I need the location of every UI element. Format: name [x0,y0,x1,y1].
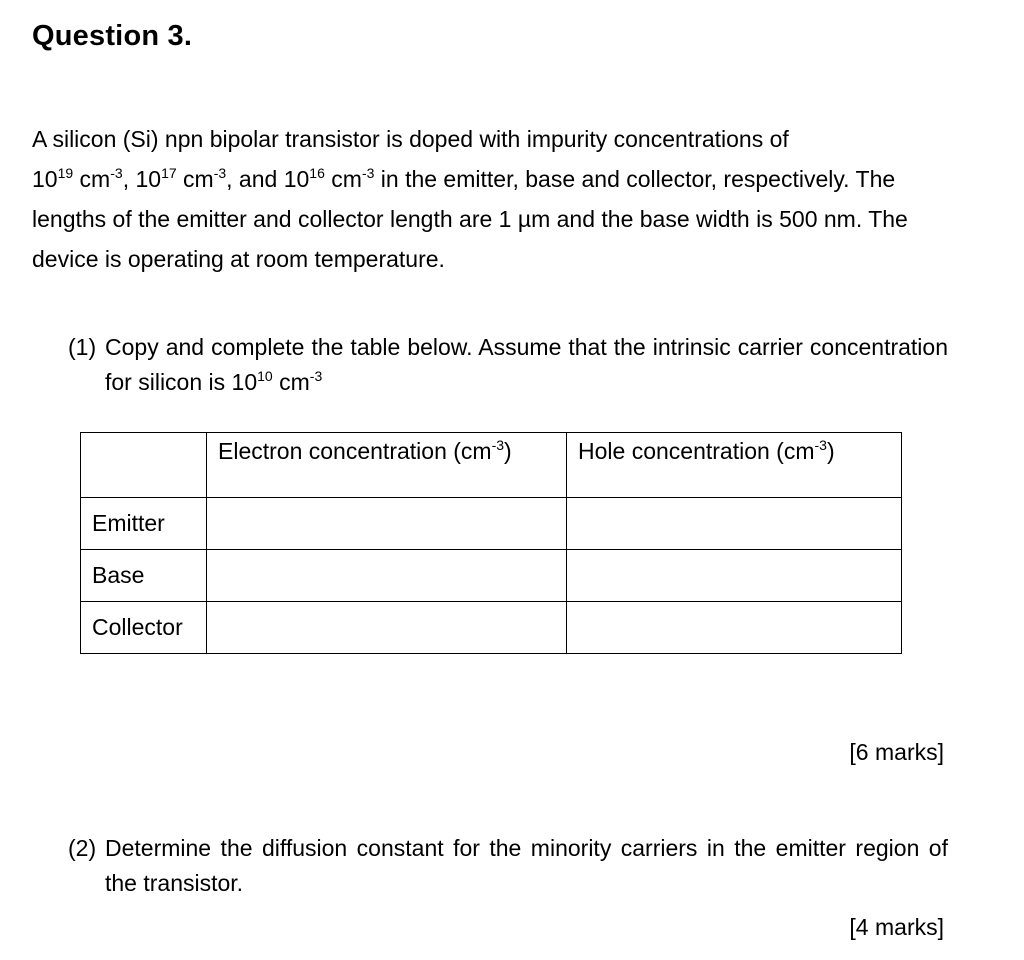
electron-header-exponent: -3 [491,437,505,453]
table-corner-cell [81,433,207,498]
part-1-text [105,330,948,400]
part-2-number: (2) [68,835,97,861]
emitter-electron-cell [207,498,567,550]
part-1-number: (1) [68,334,97,360]
part-2 [68,831,948,901]
intrinsic-concentration-exponent: 10 [257,368,273,384]
intro-text-1: A silicon (Si) npn bipolar transistor is doped with impurity concentrations of [32,126,789,152]
emitter-doping-base: 10 [32,166,58,192]
separator-2: , and [226,166,284,192]
base-doping-unit: cm [176,166,214,192]
row-label-base: Base [81,550,207,602]
base-doping-unit-exponent: -3 [213,165,227,181]
table-row-collector [81,602,902,654]
intrinsic-concentration-unit: cm [272,369,310,395]
emitter-doping-unit: cm [73,166,111,192]
part-1-instruction: Copy and complete the table below. Assume that the intrinsic carrier concentration for silicon is [105,334,948,395]
intro-text-2: in the emitter, base and collector, respectively. The lengths of the emitter and collector length are 1 µm and the base width is 500 nm. The device is operating at room temperature. [32,166,908,272]
table-header-row [81,433,902,498]
hole-header-label: Hole concentration (cm [578,438,815,464]
emitter-doping-exponent: 19 [57,165,74,181]
concentration-table [80,432,902,654]
electron-header-label: Electron concentration (cm [218,438,492,464]
collector-doping-base: 10 [283,166,310,192]
base-electron-cell [207,550,567,602]
emitter-hole-cell [567,498,902,550]
part-2-marks: [4 marks] [849,914,944,940]
intrinsic-concentration-unit-exponent: -3 [309,368,323,384]
part-1-marks: [6 marks] [849,739,944,765]
electron-concentration-header [207,433,567,498]
collector-hole-cell [567,602,902,654]
part-2-text: Determine the diffusion constant for the minority carriers in the emitter region of the transistor. [105,835,948,896]
intrinsic-concentration-base: 10 [231,369,258,395]
table-row-emitter [81,498,902,550]
table-row-base [81,550,902,602]
hole-header-exponent: -3 [814,437,827,453]
base-doping-exponent: 17 [161,165,177,181]
part-1 [68,330,948,400]
problem-statement [32,119,952,279]
row-label-emitter: Emitter [81,498,207,550]
separator-1: , [122,166,136,192]
question-title: Question 3. [32,20,193,52]
base-doping-base: 10 [135,166,162,192]
collector-doping-unit-exponent: -3 [361,165,375,181]
electron-header-close: ) [504,438,512,464]
base-hole-cell [567,550,902,602]
hole-concentration-header [567,433,902,498]
row-label-collector: Collector [81,602,207,654]
hole-header-close: ) [826,438,835,464]
collector-doping-exponent: 16 [309,165,325,181]
emitter-doping-unit-exponent: -3 [110,165,123,181]
collector-doping-unit: cm [324,166,362,192]
collector-electron-cell [207,602,567,654]
